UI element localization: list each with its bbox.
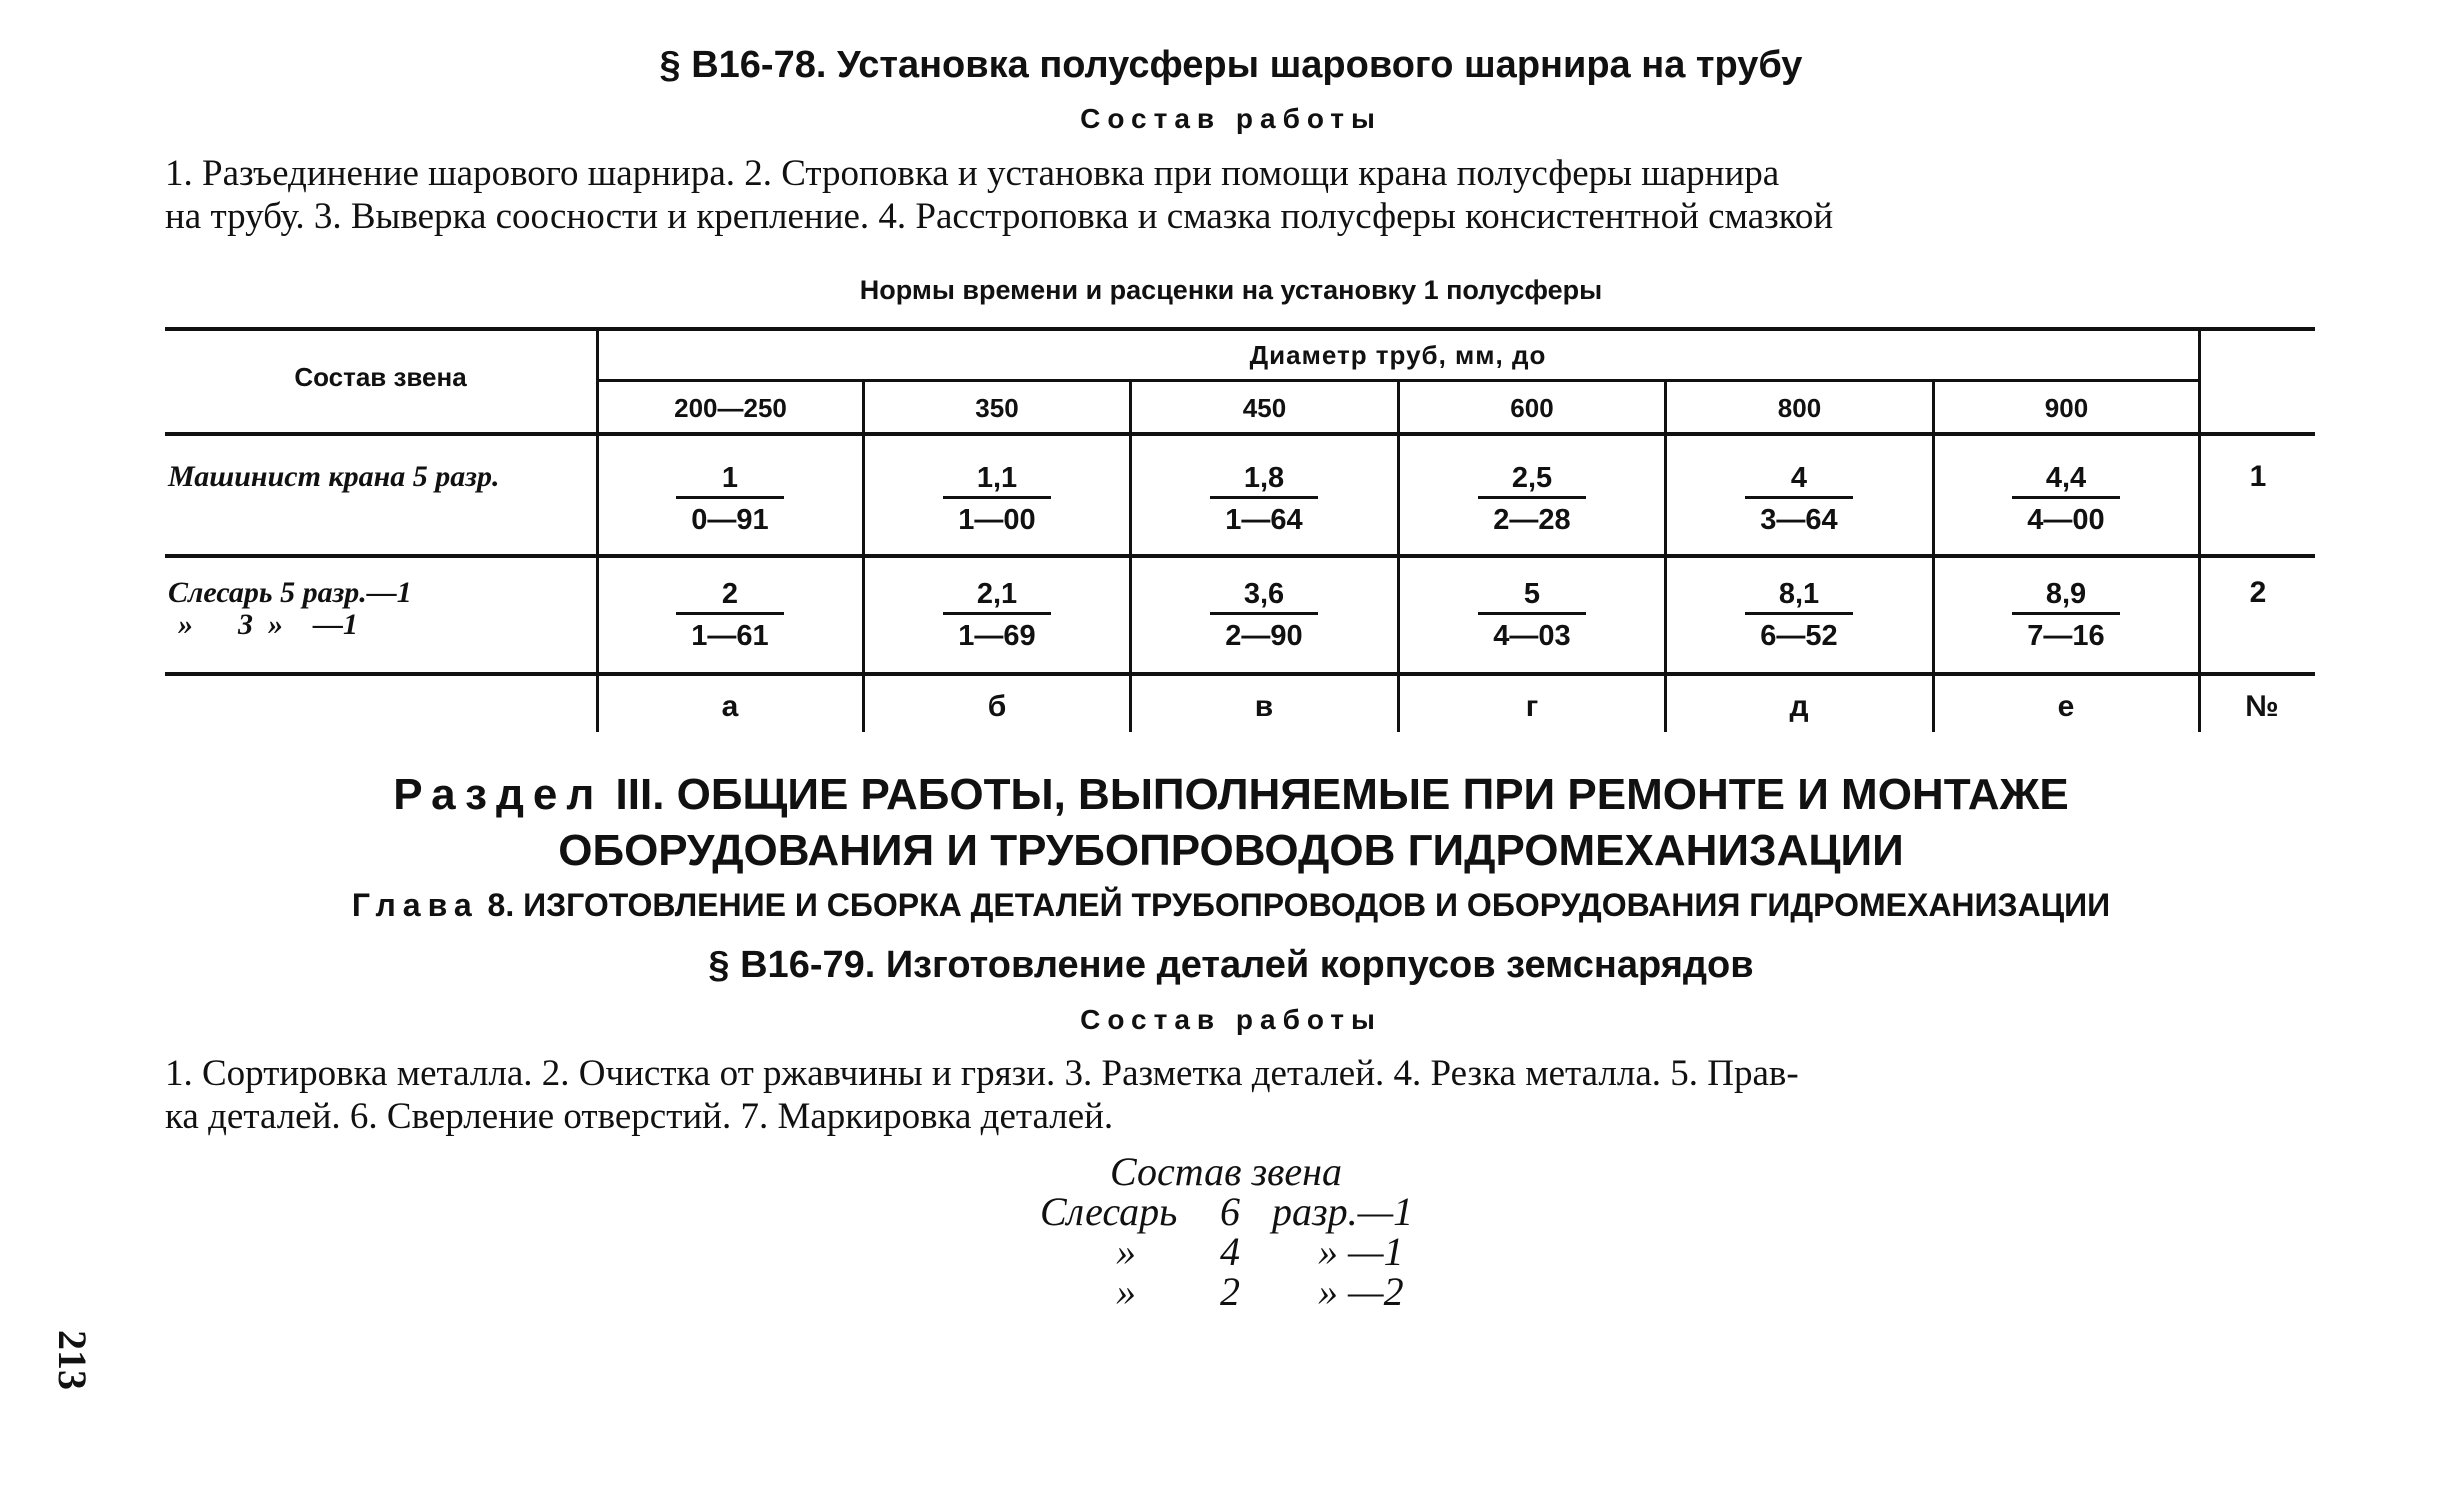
section-heading (0, 770, 2462, 820)
crew-header: Состав звена (294, 362, 467, 392)
crew-title: Состав звена (1110, 1149, 1343, 1194)
section-title-line2: ОБОРУДОВАНИЯ И ТРУБОПРОВОДОВ ГИДРОМЕХАНИЗАЦИИ (558, 826, 1904, 875)
chapter-word: Глава (351, 887, 479, 923)
table-caption: Нормы времени и расценки на установку 1 полусферы (859, 275, 1603, 305)
chapter-heading (0, 887, 2462, 924)
column-header: 800 (1777, 393, 1822, 423)
table-cell: 1,1 1—00 (937, 460, 1057, 539)
table-cell: 2 1—61 (670, 576, 790, 655)
table-cell: 3,6 2—90 (1204, 576, 1324, 655)
row-label: Машинист крана 5 разр. (168, 460, 500, 493)
paragraph-line: на трубу. 3. Выверка соосности и крепление. 4. Расстроповка и смазка полусферы консистентной смазкой (165, 196, 1834, 237)
crew-grade: 2 (1220, 1269, 1240, 1314)
row-number: 1 (2249, 460, 2267, 493)
table-cell: 2,1 1—69 (937, 576, 1057, 655)
column-header: 600 (1510, 393, 1554, 423)
column-letter: в (1254, 690, 1274, 723)
table-cell: 1,8 1—64 (1204, 460, 1324, 539)
table-cell: 2,5 2—28 (1472, 460, 1592, 539)
table-bottom-rule (165, 672, 2315, 676)
column-rule (1664, 379, 1667, 732)
table-cell: 1 0—91 (670, 460, 790, 539)
paragraph-line: 1. Разъединение шарового шарнира. 2. Строповка и установка при помощи крана полусферы шарнира (165, 153, 1780, 194)
row-label: » 3 » —1 (178, 608, 358, 641)
crew-count: » —1 (1318, 1229, 1404, 1274)
table-cell: 4,4 4—00 (2006, 460, 2126, 539)
crew-role: Слесарь (1040, 1189, 1178, 1234)
column-rule (596, 327, 599, 732)
column-rule (2198, 327, 2201, 732)
column-header: 350 (975, 393, 1019, 423)
column-letter: а (721, 690, 739, 723)
column-rule (1129, 379, 1132, 732)
column-letter: е (2057, 690, 2075, 723)
column-letter: г (1525, 690, 1539, 723)
row-label: Слесарь 5 разр.—1 (168, 576, 412, 609)
diameter-header: Диаметр труб, мм, до (1249, 340, 1547, 370)
work-composition-heading: Состав работы (1080, 103, 1382, 134)
table-cell: 4 3—64 (1739, 460, 1859, 539)
crew-grade: 6 (1220, 1189, 1240, 1234)
table-cell: 8,1 6—52 (1739, 576, 1859, 655)
section-word: Раздел (393, 770, 604, 819)
chapter-title: 8. ИЗГОТОВЛЕНИЕ И СБОРКА ДЕТАЛЕЙ ТРУБОПРОВОДОВ И ОБОРУДОВАНИЯ ГИДРОМЕХАНИЗАЦИИ (487, 887, 2111, 923)
table-cell: 5 4—03 (1472, 576, 1592, 655)
column-letter: д (1789, 690, 1809, 723)
column-rule (862, 379, 865, 732)
work-composition-heading: Состав работы (1080, 1004, 1382, 1035)
column-rule (1397, 379, 1400, 732)
crew-count: разр.—1 (1272, 1189, 1414, 1234)
row-divider (165, 554, 2315, 558)
section-title-line1: III. ОБЩИЕ РАБОТЫ, ВЫПОЛНЯЕМЫЕ ПРИ РЕМОНТЕ И МОНТАЖЕ (615, 770, 2069, 819)
row-number: 2 (2249, 576, 2267, 609)
crew-role: » (1116, 1269, 1136, 1314)
table-top-rule (165, 327, 2315, 331)
work-composition-text (165, 1052, 2315, 1138)
column-header: 200—250 (674, 393, 787, 423)
header-bottom-rule (165, 432, 2315, 436)
paragraph-line: ка деталей. 6. Сверление отверстий. 7. Маркировка деталей. (165, 1096, 1114, 1137)
paragraph-line: 1. Сортировка металла. 2. Очистка от ржавчины и грязи. 3. Разметка деталей. 4. Резка металла. 5. Прав- (165, 1053, 1799, 1094)
work-composition-text (165, 152, 2315, 238)
crew-role: » (1116, 1229, 1136, 1274)
page-number: 213 (50, 1330, 95, 1390)
column-rule (1932, 379, 1935, 732)
crew-grade: 4 (1220, 1229, 1240, 1274)
column-letter: б (987, 690, 1007, 723)
section-title: § В16-78. Установка полусферы шарового шарнира на трубу (659, 44, 1803, 86)
column-header: 450 (1242, 393, 1287, 423)
section-title: § В16-79. Изготовление деталей корпусов земснарядов (708, 944, 1754, 986)
table-cell: 8,9 7—16 (2006, 576, 2126, 655)
crew-count: » —2 (1318, 1269, 1404, 1314)
column-header: 900 (2044, 393, 2089, 423)
number-header: № (2245, 690, 2279, 723)
